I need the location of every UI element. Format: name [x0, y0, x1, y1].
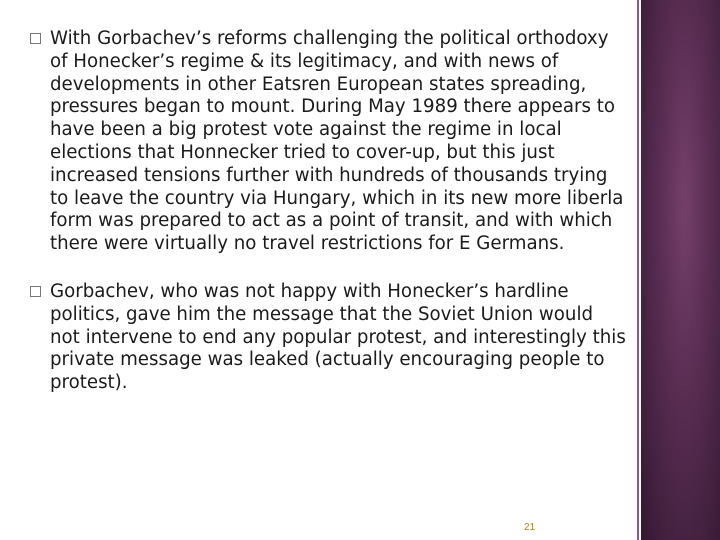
decorative-side-panel: [641, 0, 720, 540]
slide-body: [28, 28, 628, 395]
bullet-box-icon: [30, 286, 41, 297]
bullet-item: [28, 28, 628, 256]
side-divider: [637, 0, 639, 540]
bullet-item: [28, 281, 628, 395]
bullet-text: With Gorbachev’s reforms challenging the political orthodoxy of Honecker’s regime & its legitimacy, and with news of developments in other Eatsren European states spreading, pressures began to mount. During May 1989 there appears to have been a big protest vote against the regime in local elections that Honnecker tried to cover-up, but this just increased tensions further with hundreds of thousands trying to leave the country via Hungary, which in its new more liberla form was prepared to act as a point of transit, and with which there were virtually no travel restrictions for E Germans.: [50, 28, 624, 255]
page-number: 21: [524, 522, 536, 533]
bullet-text: Gorbachev, who was not happy with Honecker’s hardline politics, gave him the message that the Soviet Union would not intervene to end any popular protest, and interestingly this private message was leaked (actually encouraging people to protest).: [50, 280, 626, 394]
bullet-box-icon: [30, 33, 41, 44]
